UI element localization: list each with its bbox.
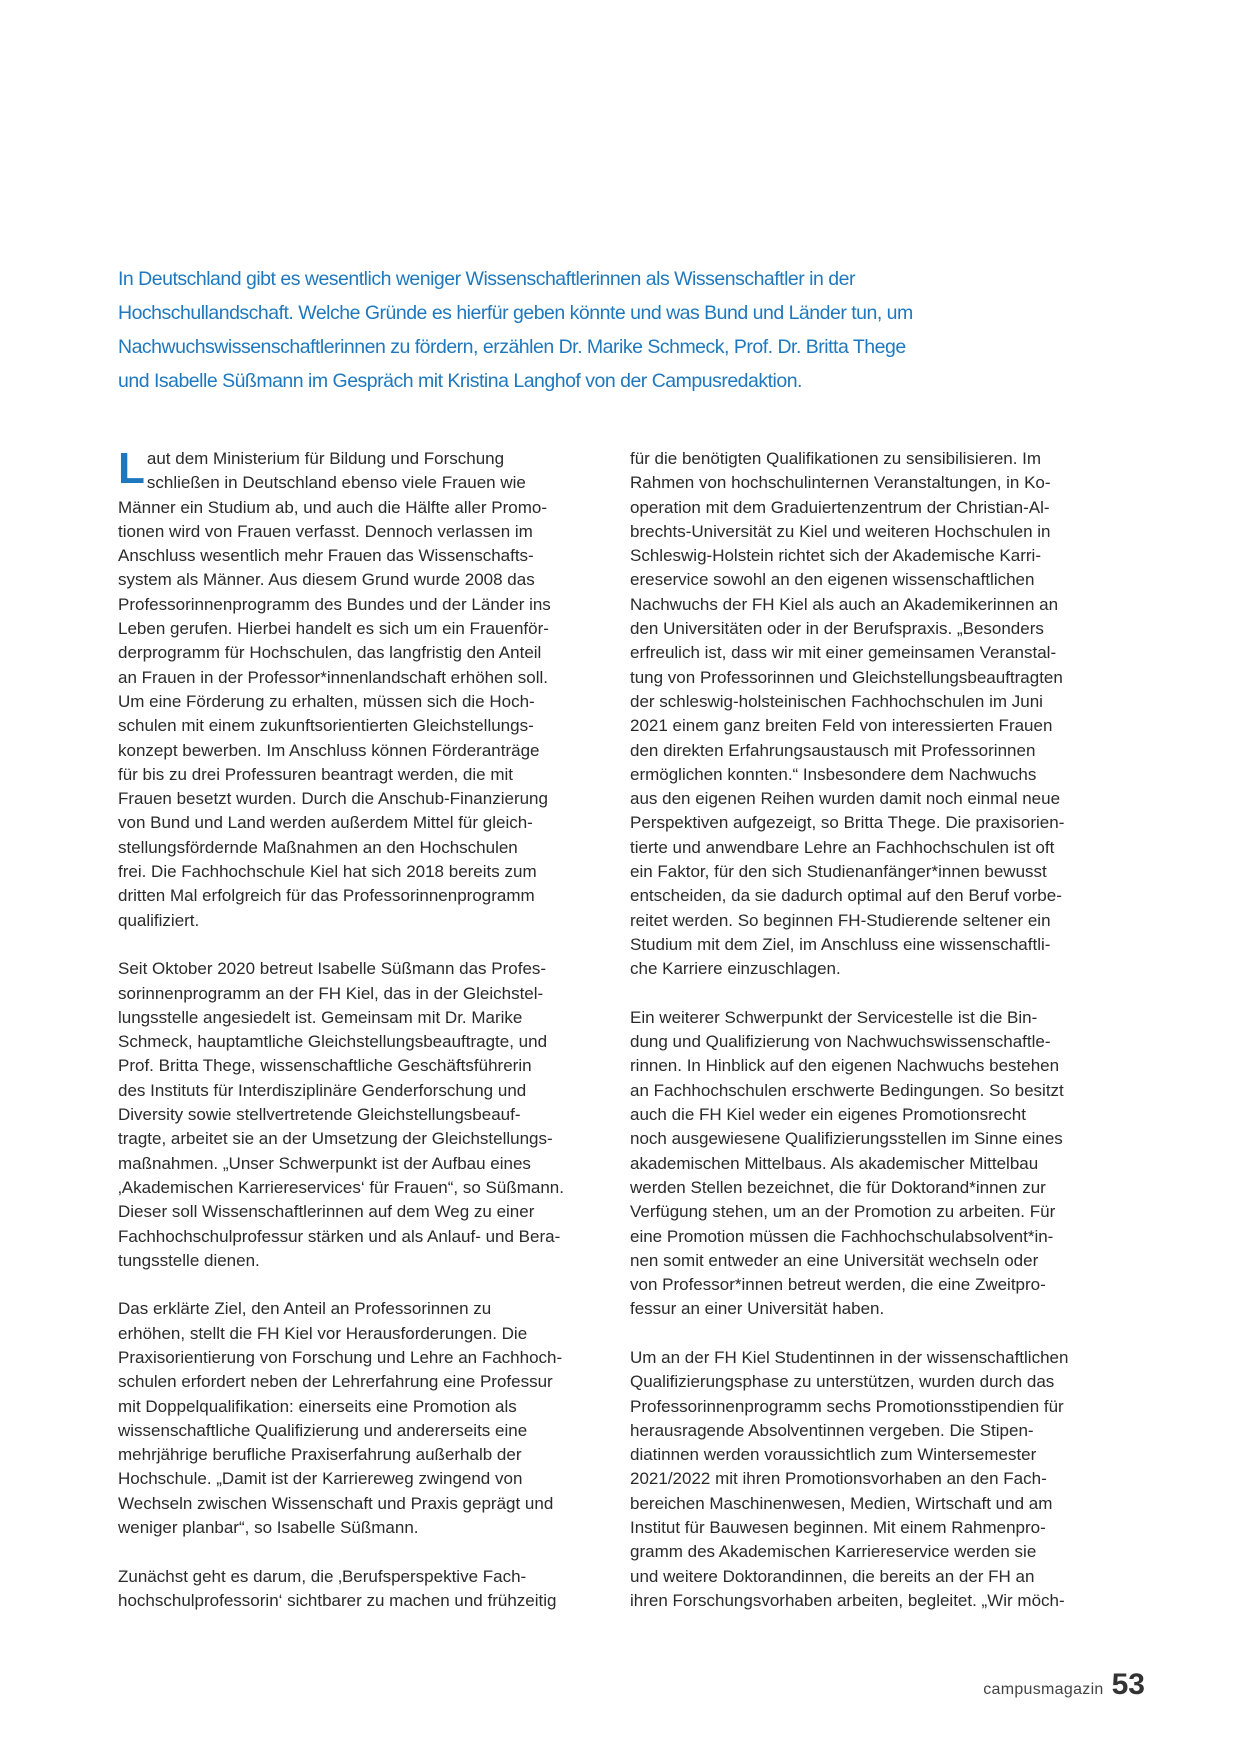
body-line: akademischen Mittelbaus. Als akademischer Mittelbau	[630, 1153, 1039, 1173]
body-line: und weitere Doktorandinnen, die bereits an der FH an	[630, 1566, 1035, 1586]
body-line: Hochschule. „Damit ist der Karriereweg zwingend von	[118, 1469, 523, 1489]
body-line: frei. Die Fachhochschule Kiel hat sich 2018 bereits zum	[118, 862, 537, 882]
body-line: tung von Professorinnen und Gleichstellungsbeauftragten	[630, 667, 1063, 687]
intro-line: Hochschullandschaft. Welche Gründe es hierfür geben könnte und was Bund und Länder tun, um	[118, 302, 913, 324]
body-line: Perspektiven aufgezeigt, so Britta Thege. Die praxisorien-	[630, 813, 1065, 833]
body-line: Ein weiterer Schwerpunkt der Servicestelle ist die Bin-	[630, 1007, 1038, 1027]
body-line: schließen in Deutschland ebenso viele Frauen wie	[146, 473, 526, 493]
body-line: reitet werden. So beginnen FH-Studierende seltener ein	[630, 910, 1051, 930]
body-line: für bis zu drei Professuren beantragt werden, die mit	[118, 764, 513, 784]
body-line: schulen mit einem zukunftsorientierten Gleichstellungs-	[118, 716, 534, 736]
body-line: Um an der FH Kiel Studentinnen in der wissenschaftlichen	[630, 1347, 1069, 1367]
body-line: Verfügung stehen, um an der Promotion zu arbeiten. Für	[630, 1202, 1056, 1222]
body-line: an Fachhochschulen erschwerte Bedingungen. So besitzt	[630, 1080, 1064, 1100]
body-line: qualifiziert.	[118, 910, 200, 930]
body-line: Frauen besetzt wurden. Durch die Anschub-Finanzierung	[118, 789, 548, 809]
body-line: tierte und anwendbare Lehre an Fachhochschulen ist oft	[630, 837, 1055, 857]
body-line: ereservice sowohl an den eigenen wissenschaftlichen	[630, 570, 1035, 590]
body-line: ihren Forschungsvorhaben arbeiten, begleitet. „Wir möch-	[630, 1590, 1065, 1610]
body-line: Männer ein Studium ab, und auch die Hälfte aller Promo-	[118, 497, 548, 517]
body-line: Dieser soll Wissenschaftlerinnen auf dem Weg zu einer	[118, 1202, 535, 1222]
body-line: nen somit entweder an eine Universität wechseln oder	[630, 1250, 1039, 1270]
body-line: ‚Akademischen Karriereservices‘ für Frauen“, so Süßmann.	[118, 1177, 564, 1197]
body-line: ein Faktor, für den sich Studienanfänger*innen bewusst	[630, 862, 1047, 882]
intro-teaser	[118, 262, 958, 398]
body-line: Rahmen von hochschulinternen Veranstaltungen, in Ko-	[630, 473, 1051, 493]
body-paragraph	[118, 957, 603, 1273]
body-line: bereichen Maschinenwesen, Medien, Wirtschaft und am	[630, 1493, 1053, 1513]
body-line: den direkten Erfahrungsaustausch mit Professorinnen	[630, 740, 1036, 760]
body-line: sorinnenprogramm an der FH Kiel, das in der Gleichstel-	[118, 983, 544, 1003]
body-line: tragte, arbeitet sie an der Umsetzung der Gleichstellungs-	[118, 1129, 553, 1149]
intro-line: und Isabelle Süßmann im Gespräch mit Kristina Langhof von der Campusredaktion.	[118, 370, 802, 392]
body-line: mehrjährige berufliche Praxiserfahrung außerhalb der	[118, 1445, 522, 1465]
intro-line: In Deutschland gibt es wesentlich weniger Wissenschaftlerinnen als Wissenschaftler in der	[118, 268, 855, 290]
body-line: eine Promotion müssen die Fachhochschulabsolvent*in-	[630, 1226, 1054, 1246]
body-line: den Universitäten oder in der Berufspraxis. „Besonders	[630, 619, 1044, 639]
body-line: dritten Mal erfolgreich für das Professorinnenprogramm	[118, 886, 535, 906]
body-line: tionen wird von Frauen verfasst. Dennoch verlassen im	[118, 521, 533, 541]
body-line: Das erklärte Ziel, den Anteil an Professorinnen zu	[118, 1299, 492, 1319]
body-line: gramm des Akademischen Karriereservice werden sie	[630, 1542, 1037, 1562]
body-line: des Instituts für Interdisziplinäre Genderforschung und	[118, 1080, 527, 1100]
body-line: Wechseln zwischen Wissenschaft und Praxis geprägt und	[118, 1493, 554, 1513]
body-line: Qualifizierungsphase zu unterstützen, wurden durch das	[630, 1372, 1055, 1392]
body-line: 2021 einem ganz breiten Feld von interessierten Frauen	[630, 716, 1053, 736]
body-line: che Karriere einzuschlagen.	[630, 959, 841, 979]
body-line: system als Männer. Aus diesem Grund wurde 2008 das	[118, 570, 535, 590]
intro-line: Nachwuchswissenschaftlerinnen zu fördern, erzählen Dr. Marike Schmeck, Prof. Dr. Britta Thege	[118, 336, 906, 358]
body-paragraph	[630, 1346, 1115, 1613]
body-line: 2021/2022 mit ihren Promotionsvorhaben an den Fach-	[630, 1469, 1047, 1489]
page-footer	[983, 1668, 1145, 1702]
body-paragraph	[118, 1297, 603, 1540]
body-line: schulen erfordert neben der Lehrerfahrung eine Professur	[118, 1372, 553, 1392]
body-line: aus den eigenen Reihen wurden damit noch einmal neue	[630, 789, 1061, 809]
body-line: Leben gerufen. Hierbei handelt es sich um ein Frauenför-	[118, 619, 549, 639]
body-line: Anschluss wesentlich mehr Frauen das Wissenschafts-	[118, 546, 534, 566]
body-line: tungsstelle dienen.	[118, 1250, 260, 1270]
body-line: Studium mit dem Ziel, im Anschluss eine wissenschaftli-	[630, 934, 1051, 954]
body-line: erhöhen, stellt die FH Kiel vor Herausforderungen. Die	[118, 1323, 528, 1343]
body-paragraph	[118, 1565, 603, 1614]
page-number: 53	[1111, 1668, 1145, 1701]
body-line: werden Stellen bezeichnet, die für Doktorand*innen zur	[630, 1177, 1046, 1197]
body-line: Nachwuchs der FH Kiel als auch an Akademikerinnen an	[630, 594, 1059, 614]
body-line: herausragende Absolventinnen vergeben. Die Stipen-	[630, 1420, 1034, 1440]
body-line: Seit Oktober 2020 betreut Isabelle Süßmann das Profes-	[118, 959, 547, 979]
body-line: Schleswig-Holstein richtet sich der Akademische Karri-	[630, 546, 1041, 566]
left-column	[118, 444, 603, 1638]
body-line: Schmeck, hauptamtliche Gleichstellungsbeauftragte, und	[118, 1032, 548, 1052]
body-line: weniger planbar“, so Isabelle Süßmann.	[118, 1518, 419, 1538]
body-line: ermöglichen konnten.“ Insbesondere dem Nachwuchs	[630, 764, 1037, 784]
body-paragraph	[118, 444, 603, 933]
body-line: Um eine Förderung zu erhalten, müssen sich die Hoch-	[118, 691, 535, 711]
body-line: stellungsfördernde Maßnahmen an den Hochschulen	[118, 837, 518, 857]
body-paragraph	[630, 1006, 1115, 1322]
body-line: konzept bewerben. Im Anschluss können Förderanträge	[118, 740, 540, 760]
body-line: Prof. Britta Thege, wissenschaftliche Geschäftsführerin	[118, 1056, 532, 1076]
body-line: diatinnen werden voraussichtlich zum Wintersemester	[630, 1445, 1037, 1465]
body-line: von Professor*innen betreut werden, die eine Zweitpro-	[630, 1275, 1046, 1295]
body-line: wissenschaftliche Qualifizierung und andererseits eine	[118, 1420, 528, 1440]
body-line: Professorinnenprogramm des Bundes und der Länder ins	[118, 594, 551, 614]
body-line: brechts-Universität zu Kiel und weiteren Hochschulen in	[630, 521, 1051, 541]
body-line: maßnahmen. „Unser Schwerpunkt ist der Aufbau eines	[118, 1153, 531, 1173]
body-line: entscheiden, da sie dadurch optimal auf den Beruf vorbe-	[630, 886, 1062, 906]
body-line: Institut für Bauwesen beginnen. Mit einem Rahmenpro-	[630, 1518, 1046, 1538]
body-line: an Frauen in der Professor*innenlandschaft erhöhen soll.	[118, 667, 548, 687]
body-line: von Bund und Land werden außerdem Mittel für gleich-	[118, 813, 533, 833]
body-line: operation mit dem Graduiertenzentrum der Christian-Al-	[630, 497, 1050, 517]
body-line: lungsstelle angesiedelt ist. Gemeinsam mit Dr. Marike	[118, 1007, 523, 1027]
body-line: mit Doppelqualifikation: einerseits eine Promotion als	[118, 1396, 517, 1416]
body-line: Professorinnenprogramm sechs Promotionsstipendien für	[630, 1396, 1064, 1416]
body-line: dung und Qualifizierung von Nachwuchswissenschaftle-	[630, 1032, 1051, 1052]
body-line: Zunächst geht es darum, die ‚Berufsperspektive Fach-	[118, 1566, 527, 1586]
body-line: auch die FH Kiel weder ein eigenes Promotionsrecht	[630, 1105, 1026, 1125]
body-line: für die benötigten Qualifikationen zu sensibilisieren. Im	[630, 449, 1042, 468]
body-line: Diversity sowie stellvertretende Gleichstellungsbeauf-	[118, 1105, 521, 1125]
body-line: fessur an einer Universität haben.	[630, 1299, 885, 1319]
magazine-name: campusmagazin	[983, 1681, 1104, 1698]
drop-cap: L	[118, 444, 145, 493]
body-line: der schleswig-holsteinischen Fachhochschulen im Juni	[630, 691, 1043, 711]
body-line: noch ausgewiesene Qualifizierungsstellen im Sinne eines	[630, 1129, 1063, 1149]
body-line: Praxisorientierung von Forschung und Lehre an Fachhoch-	[118, 1347, 563, 1367]
right-column	[630, 447, 1115, 1638]
body-line: aut dem Ministerium für Bildung und Forschung	[146, 449, 505, 468]
body-line: derprogramm für Hochschulen, das langfristig den Anteil	[118, 643, 542, 663]
body-line: hochschulprofessorin‘ sichtbarer zu machen und frühzeitig	[118, 1590, 557, 1610]
body-line: rinnen. In Hinblick auf den eigenen Nachwuchs bestehen	[630, 1056, 1060, 1076]
body-line: Fachhochschulprofessur stärken und als Anlauf- und Bera-	[118, 1226, 561, 1246]
body-line: erfreulich ist, dass wir mit einer gemeinsamen Veranstal-	[630, 643, 1057, 663]
body-paragraph	[630, 447, 1115, 982]
